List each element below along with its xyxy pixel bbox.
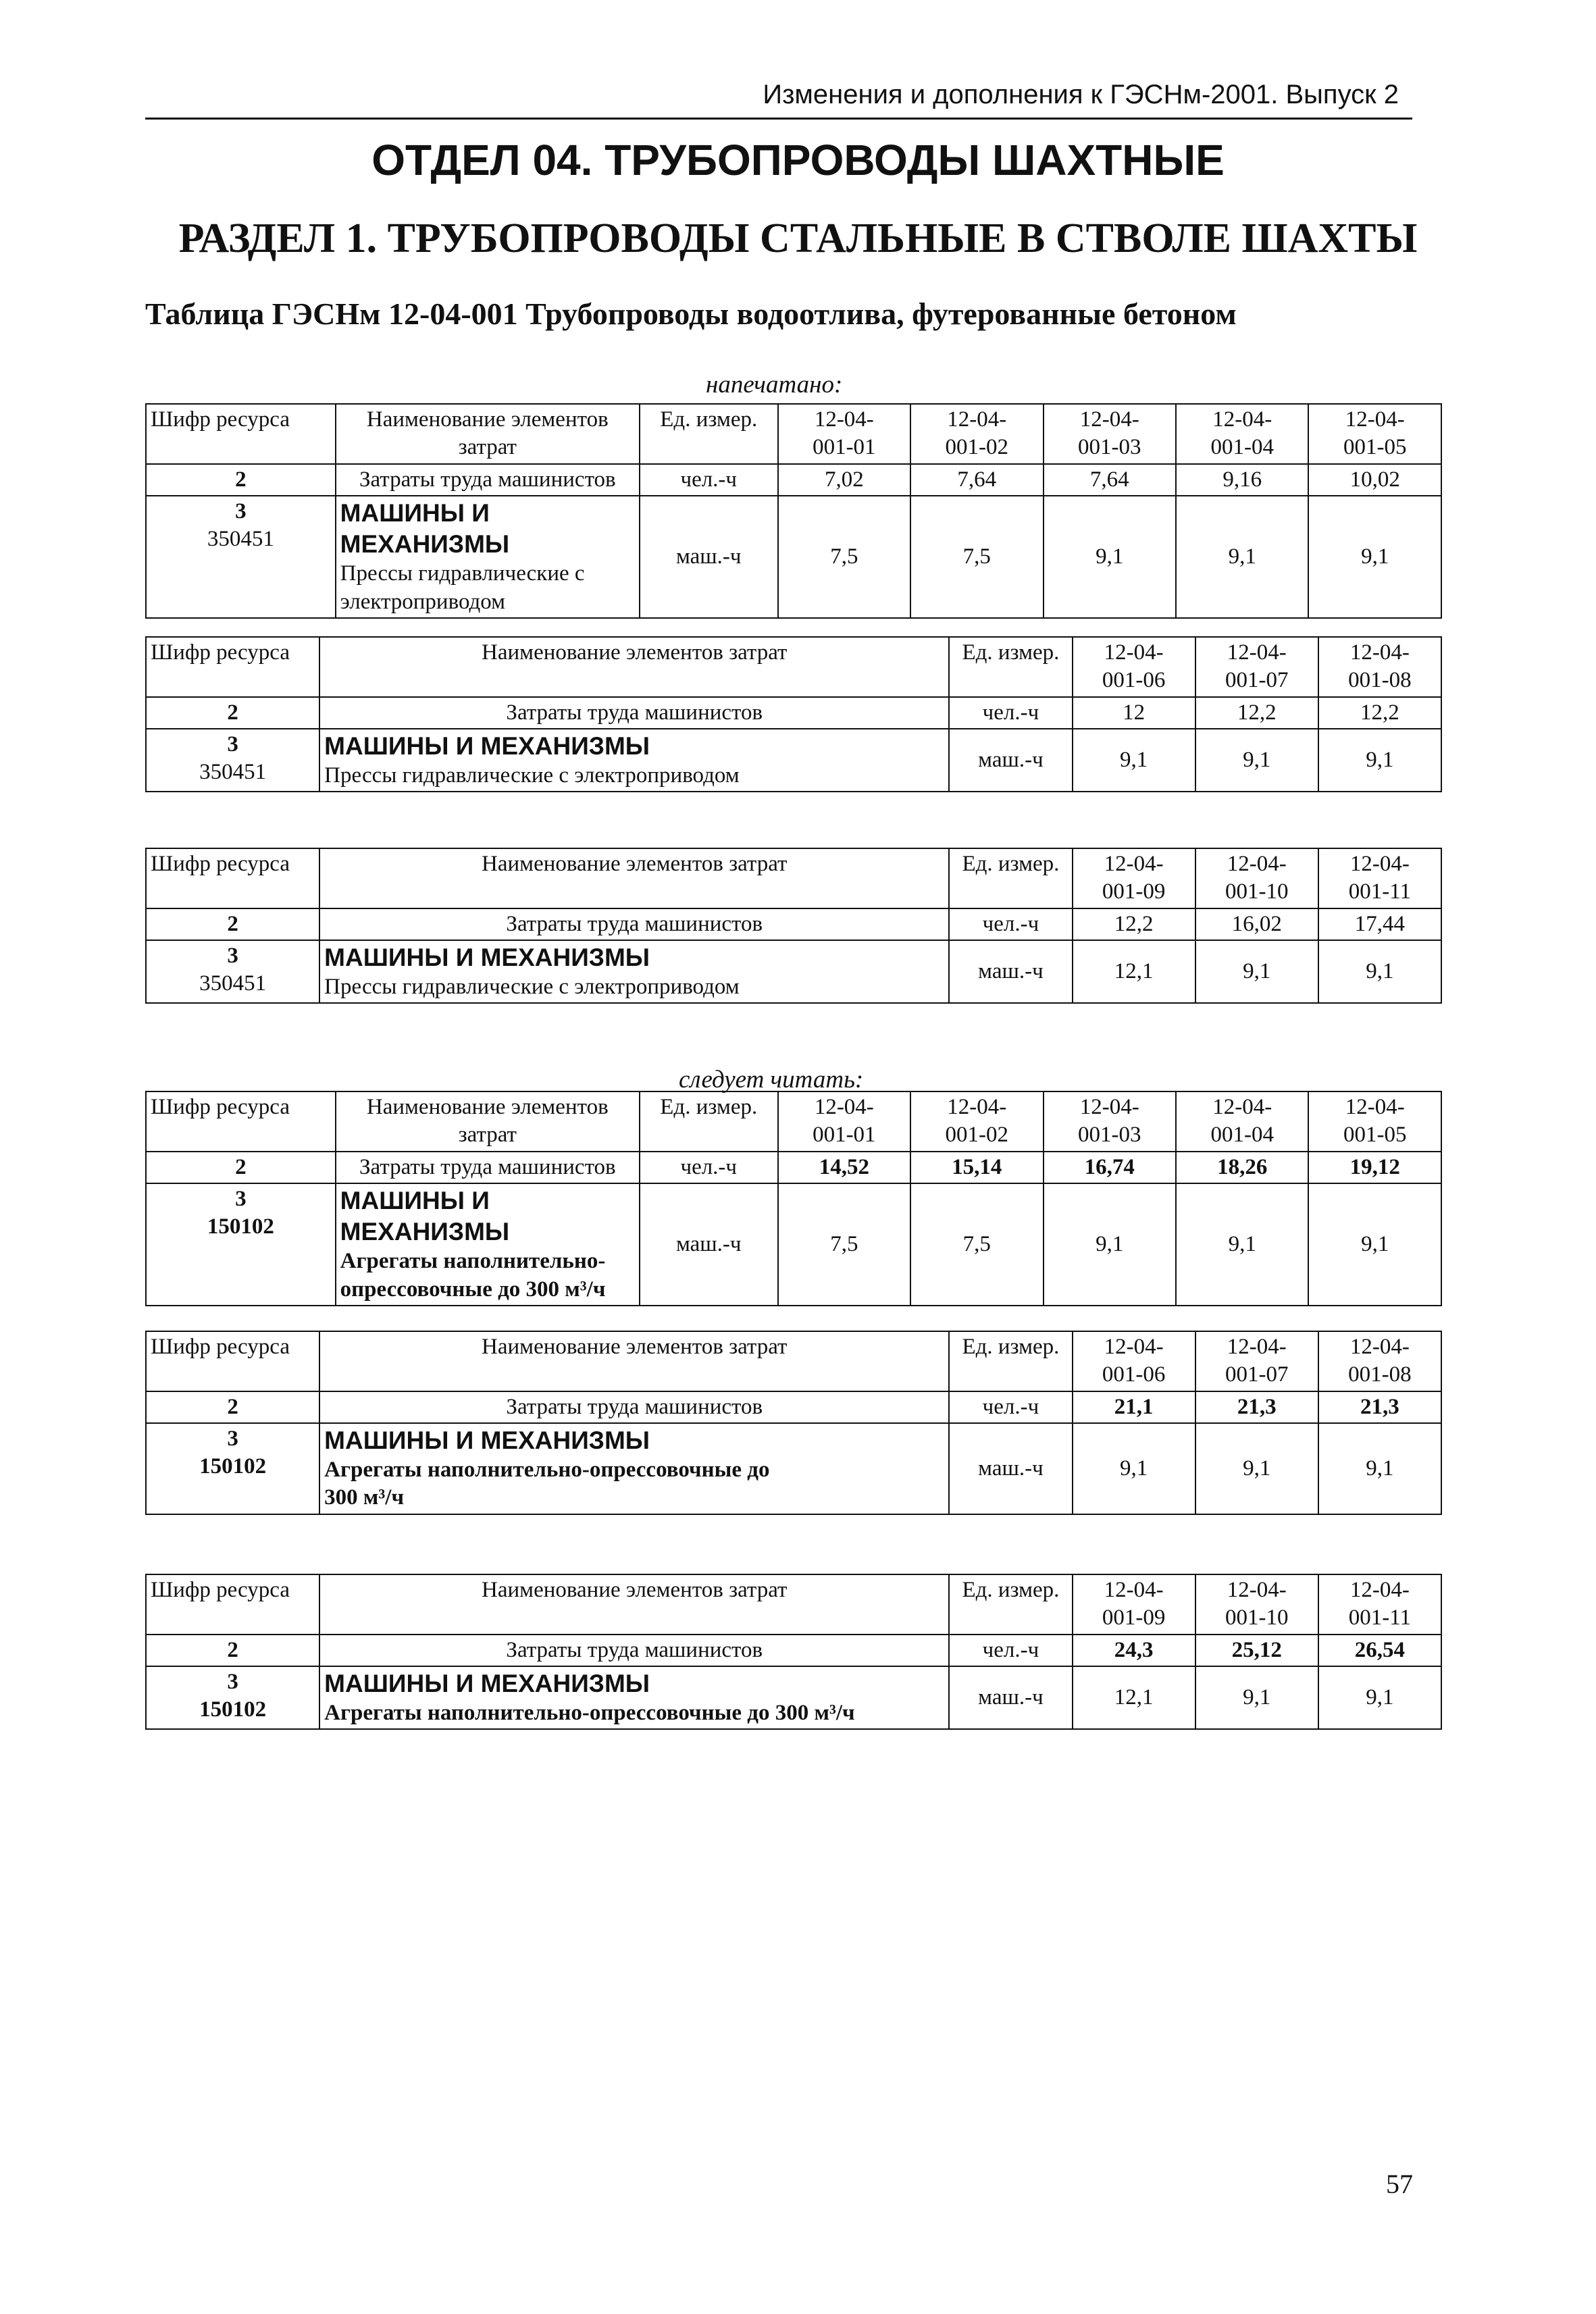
group-code: 3 — [227, 943, 238, 968]
group-title: МАШИНЫ И МЕХАНИЗМЫ — [340, 498, 510, 558]
value-cell: 9,1 — [1195, 940, 1318, 1004]
column-header: 12-04- 001-09 — [1073, 848, 1195, 908]
value-cell: 9,1 — [1308, 496, 1441, 618]
column-header: 12-04- 001-05 — [1308, 404, 1441, 464]
name-header: Наименование элементов затрат — [319, 637, 949, 697]
resource-name: Прессы гидравлические с электроприводом — [324, 763, 740, 788]
unit-cell: маш.-ч — [949, 940, 1072, 1004]
value-cell: 7,64 — [1044, 464, 1176, 496]
unit-header: Ед. измер. — [949, 1331, 1072, 1391]
unit-cell: маш.-ч — [949, 1423, 1072, 1514]
value-cell: 15,14 — [910, 1152, 1043, 1183]
value-cell: 12,2 — [1318, 697, 1441, 729]
column-header: 12-04- 001-03 — [1044, 404, 1176, 464]
resource-code-cell — [146, 1423, 319, 1514]
name-header: Наименование элементов затрат — [319, 848, 949, 908]
table-row — [146, 908, 1441, 940]
value-cell: 9,1 — [1195, 1666, 1318, 1730]
value-cell: 24,3 — [1073, 1635, 1195, 1666]
value-cell: 9,1 — [1195, 1423, 1318, 1514]
header-row — [146, 1091, 1441, 1152]
group-title: МАШИНЫ И МЕХАНИЗМЫ — [340, 1186, 510, 1245]
table-row — [146, 697, 1441, 729]
resource-name: Агрегаты наполнительно- опрессовочные до 300 м³/ч — [340, 1249, 606, 1302]
value-cell: 9,1 — [1308, 1183, 1441, 1306]
resource-code: 2 — [146, 1635, 319, 1666]
value-cell: 9,1 — [1318, 940, 1441, 1004]
value-cell: 14,52 — [778, 1152, 910, 1183]
value-cell: 9,1 — [1195, 729, 1318, 792]
value-cell: 21,1 — [1073, 1391, 1195, 1423]
unit-cell: чел.-ч — [640, 464, 778, 496]
value-cell: 9,1 — [1318, 1423, 1441, 1514]
column-header: 12-04- 001-11 — [1318, 848, 1441, 908]
group-code: 3 — [227, 1426, 238, 1451]
group-title: МАШИНЫ И МЕХАНИЗМЫ — [324, 943, 650, 971]
table-row — [146, 1183, 1441, 1306]
column-header: 12-04- 001-01 — [778, 404, 910, 464]
resource-code-cell — [146, 496, 336, 618]
value-cell: 7,5 — [910, 1183, 1043, 1306]
value-cell: 9,16 — [1176, 464, 1308, 496]
table-row — [146, 464, 1441, 496]
value-cell: 9,1 — [1176, 496, 1308, 618]
unit-header: Ед. измер. — [640, 1091, 778, 1152]
code-header: Шифр ресурса — [146, 637, 319, 697]
resource-code: 350451 — [207, 527, 274, 551]
column-header: 12-04- 001-09 — [1073, 1574, 1195, 1635]
value-cell: 16,02 — [1195, 908, 1318, 940]
value-cell: 7,5 — [910, 496, 1043, 618]
resource-name-cell — [319, 1666, 949, 1730]
value-cell: 21,3 — [1318, 1391, 1441, 1423]
page-number: 57 — [1386, 2169, 1413, 2199]
table-title: Таблица ГЭСНм 12-04-001 Трубопроводы водоотлива, футерованные бетоном — [145, 297, 1237, 331]
header-row — [146, 637, 1441, 697]
resource-name: Затраты труда машинистов — [336, 1152, 640, 1183]
code-header: Шифр ресурса — [146, 1091, 336, 1152]
resource-table — [145, 1574, 1442, 1730]
value-cell: 9,1 — [1073, 1423, 1195, 1514]
value-cell: 16,74 — [1044, 1152, 1176, 1183]
table-row — [146, 1666, 1441, 1730]
resource-name-cell — [319, 729, 949, 792]
name-header: Наименование элементов затрат — [319, 1574, 949, 1635]
value-cell: 9,1 — [1044, 496, 1176, 618]
name-header: Наименование элементов затрат — [336, 404, 640, 464]
column-header: 12-04- 001-03 — [1044, 1091, 1176, 1152]
value-cell: 10,02 — [1308, 464, 1441, 496]
resource-name: Агрегаты наполнительно-опрессовочные до 300 м³/ч — [324, 1701, 855, 1725]
code-header: Шифр ресурса — [146, 1331, 319, 1391]
resource-name: Агрегаты наполнительно-опрессовочные до 300 м³/ч — [324, 1458, 770, 1510]
column-header: 12-04- 001-02 — [910, 404, 1043, 464]
resource-code-cell — [146, 1183, 336, 1306]
group-code: 3 — [235, 498, 247, 523]
header-row — [146, 848, 1441, 908]
unit-cell: маш.-ч — [640, 1183, 778, 1306]
unit-cell: маш.-ч — [640, 496, 778, 618]
code-header: Шифр ресурса — [146, 404, 336, 464]
note-printed: напечатано: — [706, 371, 843, 398]
table-row — [146, 1391, 1441, 1423]
column-header: 12-04- 001-08 — [1318, 637, 1441, 697]
column-header: 12-04- 001-11 — [1318, 1574, 1441, 1635]
resource-name-cell — [319, 940, 949, 1004]
resource-code: 2 — [146, 1391, 319, 1423]
value-cell: 12,1 — [1073, 1666, 1195, 1730]
unit-cell: чел.-ч — [949, 908, 1072, 940]
value-cell: 12,1 — [1073, 940, 1195, 1004]
resource-code-cell — [146, 940, 319, 1004]
column-header: 12-04- 001-08 — [1318, 1331, 1441, 1391]
value-cell: 9,1 — [1044, 1183, 1176, 1306]
value-cell: 12,2 — [1073, 908, 1195, 940]
unit-cell: маш.-ч — [949, 729, 1072, 792]
value-cell: 19,12 — [1308, 1152, 1441, 1183]
group-title: МАШИНЫ И МЕХАНИЗМЫ — [324, 1669, 650, 1697]
value-cell: 12 — [1073, 697, 1195, 729]
unit-cell: чел.-ч — [949, 1635, 1072, 1666]
table-row — [146, 1152, 1441, 1183]
column-header: 12-04- 001-01 — [778, 1091, 910, 1152]
name-header: Наименование элементов затрат — [319, 1331, 949, 1391]
column-header: 12-04- 001-10 — [1195, 1574, 1318, 1635]
resource-code: 150102 — [199, 1454, 267, 1479]
code-header: Шифр ресурса — [146, 848, 319, 908]
resource-code: 2 — [146, 908, 319, 940]
value-cell: 12,2 — [1195, 697, 1318, 729]
unit-header: Ед. измер. — [949, 1574, 1072, 1635]
column-header: 12-04- 001-04 — [1176, 1091, 1308, 1152]
header-row — [146, 1331, 1441, 1391]
table-row — [146, 1423, 1441, 1514]
department-title: ОТДЕЛ 04. ТРУБОПРОВОДЫ ШАХТНЫЕ — [371, 136, 1225, 184]
resource-name-cell — [336, 496, 640, 618]
value-cell: 7,5 — [778, 1183, 910, 1306]
group-title: МАШИНЫ И МЕХАНИЗМЫ — [324, 731, 650, 760]
column-header: 12-04- 001-06 — [1073, 1331, 1195, 1391]
table-row — [146, 496, 1441, 618]
value-cell: 26,54 — [1318, 1635, 1441, 1666]
value-cell: 7,64 — [910, 464, 1043, 496]
resource-code: 2 — [146, 1152, 336, 1183]
value-cell: 9,1 — [1176, 1183, 1308, 1306]
resource-code: 150102 — [207, 1214, 274, 1239]
table-row — [146, 729, 1441, 792]
resource-name: Затраты труда машинистов — [319, 697, 949, 729]
resource-table — [145, 1091, 1442, 1306]
unit-cell: чел.-ч — [640, 1152, 778, 1183]
group-code: 3 — [227, 731, 238, 756]
value-cell: 25,12 — [1195, 1635, 1318, 1666]
value-cell: 17,44 — [1318, 908, 1441, 940]
column-header: 12-04- 001-05 — [1308, 1091, 1441, 1152]
unit-cell: маш.-ч — [949, 1666, 1072, 1730]
value-cell: 9,1 — [1318, 729, 1441, 792]
group-code: 3 — [235, 1186, 247, 1211]
value-cell: 21,3 — [1195, 1391, 1318, 1423]
resource-table — [145, 1331, 1442, 1515]
column-header: 12-04- 001-07 — [1195, 637, 1318, 697]
unit-header: Ед. измер. — [640, 404, 778, 464]
group-code: 3 — [227, 1669, 238, 1694]
unit-header: Ед. измер. — [949, 848, 1072, 908]
name-header: Наименование элементов затрат — [336, 1091, 640, 1152]
group-title: МАШИНЫ И МЕХАНИЗМЫ — [324, 1426, 650, 1454]
column-header: 12-04- 001-06 — [1073, 637, 1195, 697]
value-cell: 9,1 — [1318, 1666, 1441, 1730]
resource-code: 350451 — [199, 971, 267, 996]
resource-code: 2 — [146, 464, 336, 496]
resource-code: 2 — [146, 697, 319, 729]
resource-code-cell — [146, 1666, 319, 1730]
resource-table — [145, 636, 1442, 792]
resource-name: Затраты труда машинистов — [319, 1635, 949, 1666]
resource-code-cell — [146, 729, 319, 792]
table-row — [146, 1635, 1441, 1666]
column-header: 12-04- 001-07 — [1195, 1331, 1318, 1391]
code-header: Шифр ресурса — [146, 1574, 319, 1635]
unit-cell: чел.-ч — [949, 1391, 1072, 1423]
note-should-read: следует читать: — [679, 1066, 864, 1094]
header-row — [146, 1574, 1441, 1635]
column-header: 12-04- 001-02 — [910, 1091, 1043, 1152]
resource-name: Прессы гидравлические с электроприводом — [340, 561, 585, 614]
section-title: РАЗДЕЛ 1. ТРУБОПРОВОДЫ СТАЛЬНЫЕ В СТВОЛЕ ШАХТЫ — [178, 215, 1418, 261]
unit-cell: чел.-ч — [949, 697, 1072, 729]
resource-name: Прессы гидравлические с электроприводом — [324, 975, 740, 999]
header-row — [146, 404, 1441, 464]
resource-code: 150102 — [199, 1697, 267, 1722]
header-text: Изменения и дополнения к ГЭСНм-2001. Выпуск 2 — [763, 80, 1399, 109]
resource-name: Затраты труда машинистов — [319, 908, 949, 940]
column-header: 12-04- 001-04 — [1176, 404, 1308, 464]
resource-table — [145, 403, 1442, 619]
page-header — [145, 80, 1412, 120]
unit-header: Ед. измер. — [949, 637, 1072, 697]
value-cell: 7,5 — [778, 496, 910, 618]
resource-table — [145, 848, 1442, 1004]
value-cell: 18,26 — [1176, 1152, 1308, 1183]
resource-name: Затраты труда машинистов — [319, 1391, 949, 1423]
resource-code: 350451 — [199, 760, 267, 784]
column-header: 12-04- 001-10 — [1195, 848, 1318, 908]
resource-name-cell — [319, 1423, 949, 1514]
resource-name: Затраты труда машинистов — [336, 464, 640, 496]
table-row — [146, 940, 1441, 1004]
value-cell: 9,1 — [1073, 729, 1195, 792]
resource-name-cell — [336, 1183, 640, 1306]
value-cell: 7,02 — [778, 464, 910, 496]
